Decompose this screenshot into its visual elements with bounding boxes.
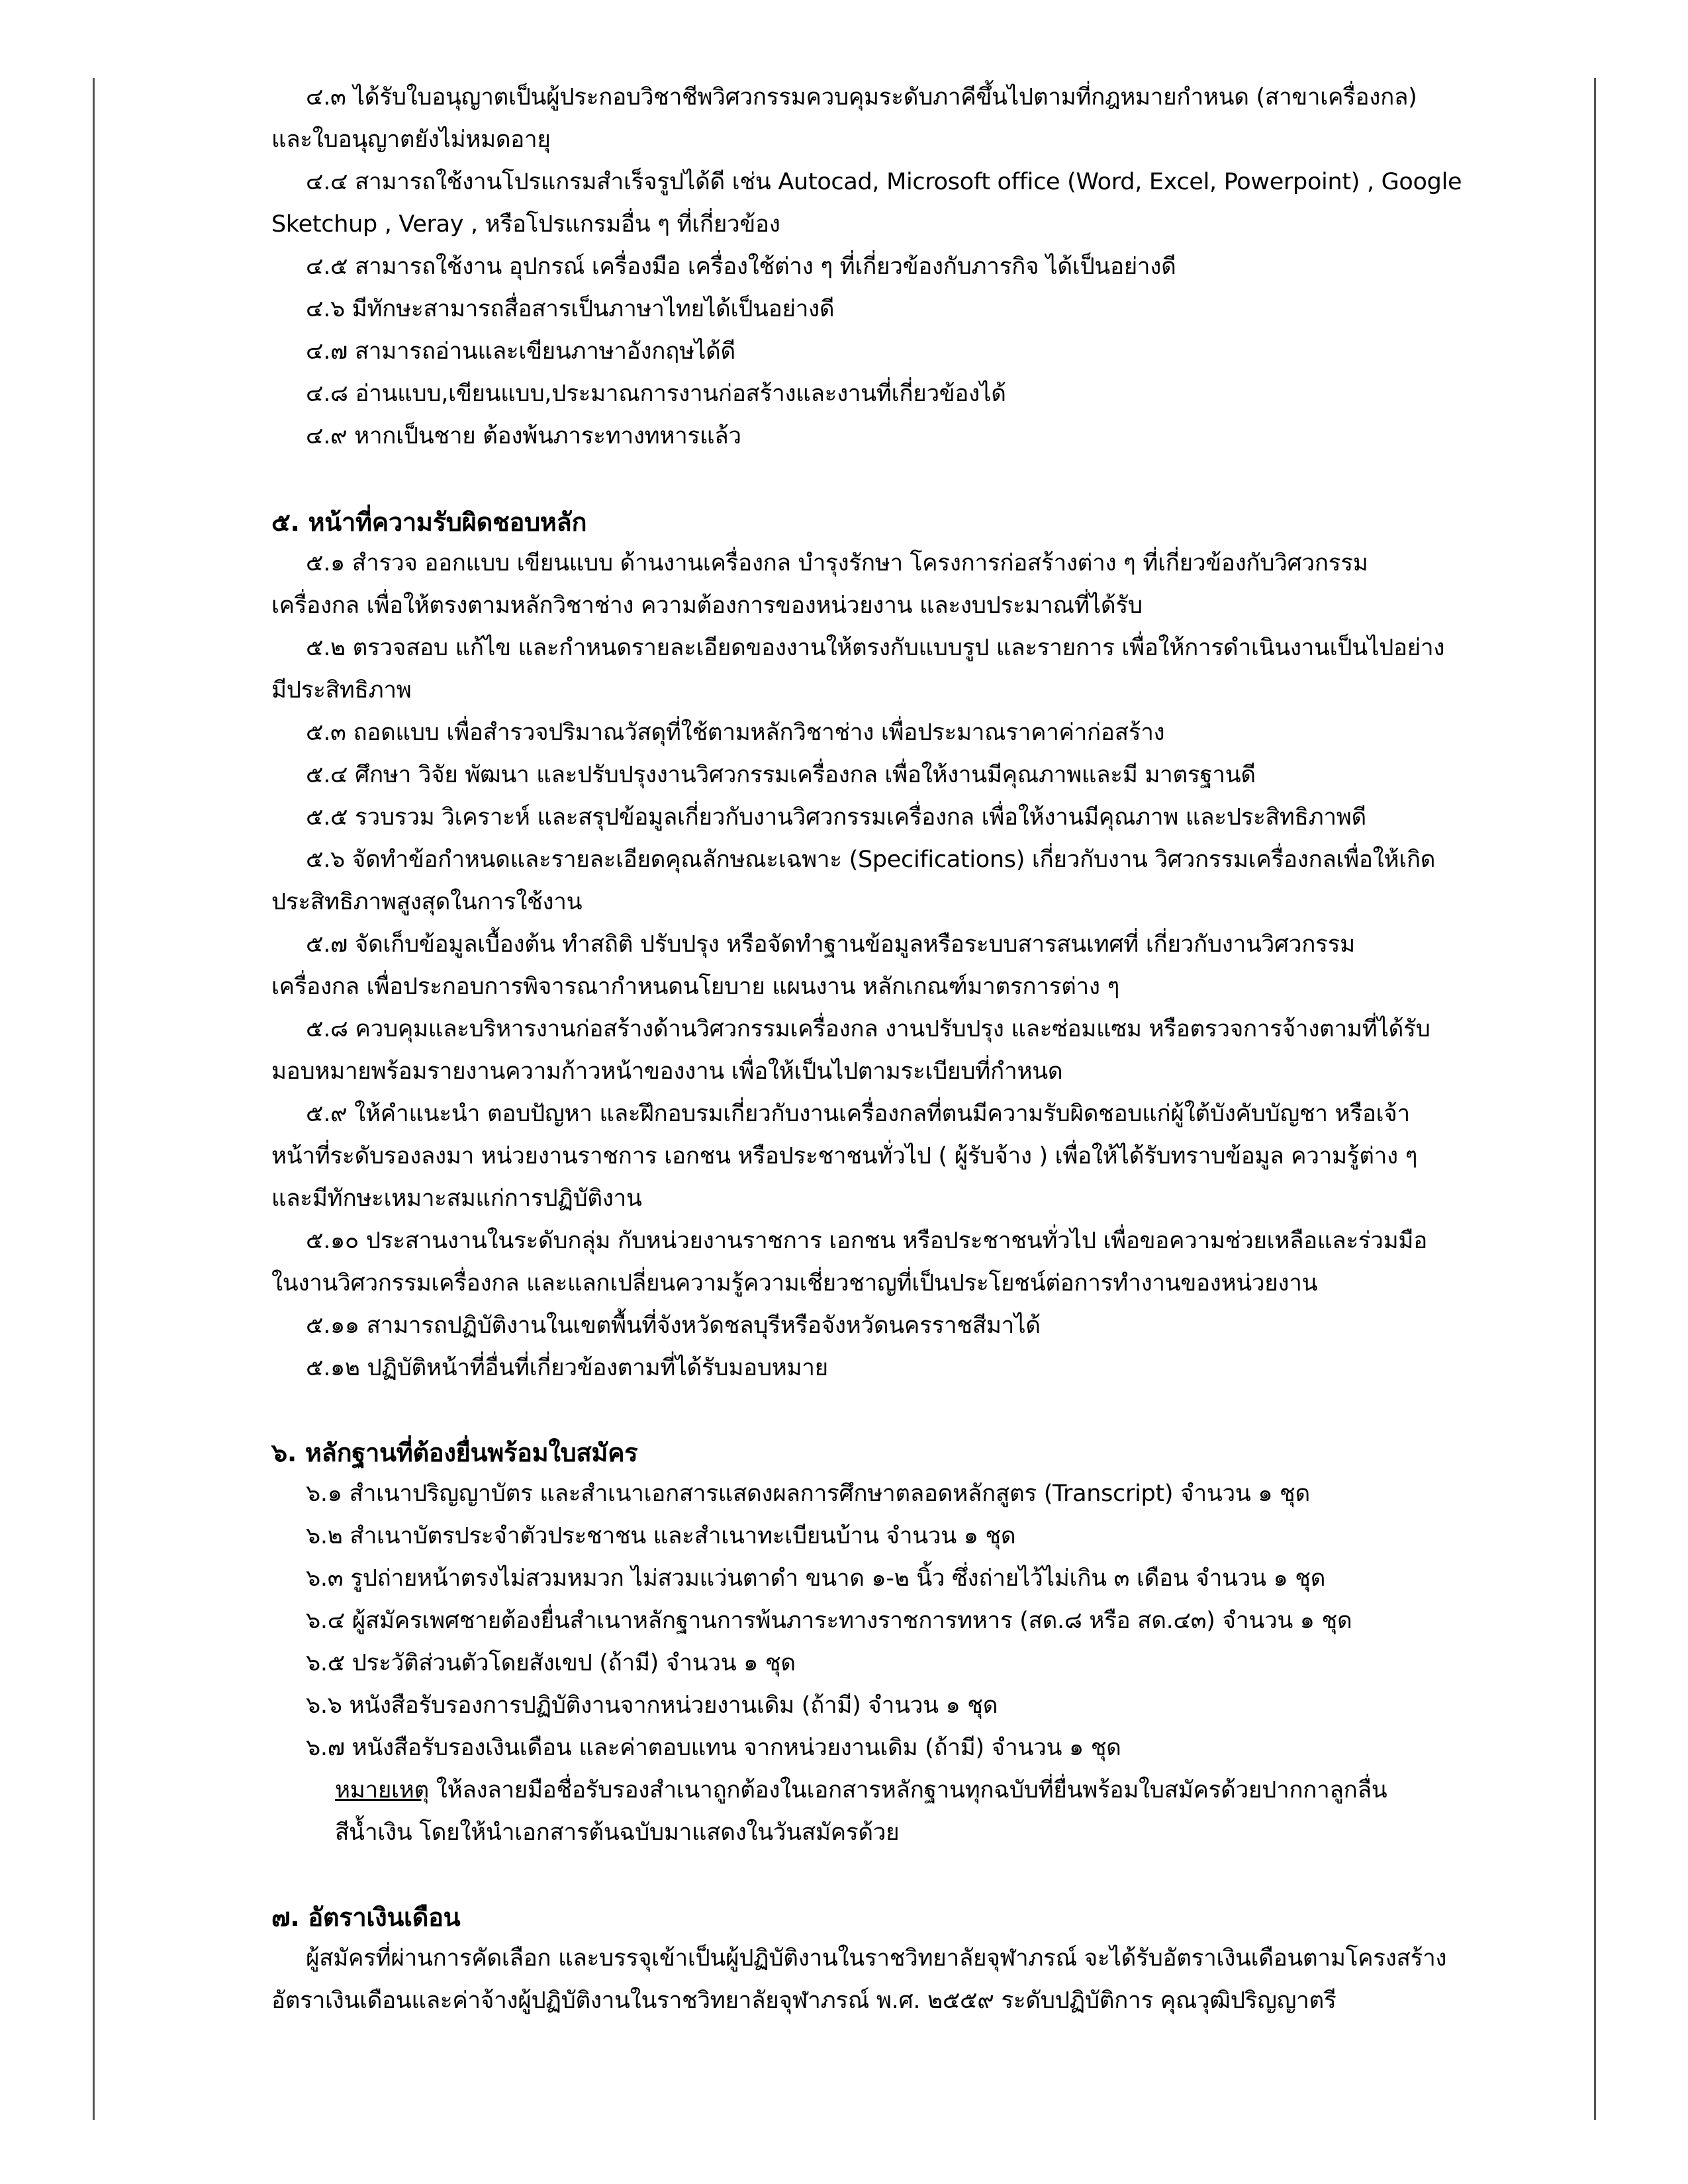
item-6-6: ๖.๖ หนังสือรับรองการปฏิบัติงานจากหน่วยงานเดิม (ถ้ามี) จำนวน ๑ ชุด xyxy=(306,1692,998,1719)
item-5-6-line1: ๕.๖ จัดทำข้อกำหนดและรายละเอียดคุณลักษณะเฉพาะ (Specifications) เกี่ยวกับงาน วิศวกรรมเครื่องกลเพื่อให้เกิด xyxy=(306,846,1436,873)
item-6-3: ๖.๓ รูปถ่ายหน้าตรงไม่สวมหมวก ไม่สวมแว่นตาดำ ขนาด ๑-๒ นิ้ว ซึ่งถ่ายไว้ไม่เกิน ๓ เดือน จำนวน ๑ ชุด xyxy=(306,1565,1326,1592)
item-5-9-line2: หน้าที่ระดับรองลงมา หน่วยงานราชการ เอกชน หรือประชาชนทั่วไป ( ผู้รับจ้าง ) เพื่อให้ได้รับทราบข้อมูล ความรู้ต่าง ๆ xyxy=(271,1143,1418,1169)
item-4-8: ๔.๘ อ่านแบบ,เขียนแบบ,ประมาณการงานก่อสร้างและงานที่เกี่ยวข้องได้ xyxy=(306,381,1006,407)
section-7-heading: ๗. อัตราเงินเดือน xyxy=(271,1903,461,1932)
right-margin-rule xyxy=(1594,78,1596,2120)
item-5-5: ๕.๕ รวบรวม วิเคราะห์ และสรุปข้อมูลเกี่ยวกับงานวิศวกรรมเครื่องกล เพื่อให้งานมีคุณภาพ และประสิทธิภาพดี xyxy=(306,804,1366,831)
note-line1 xyxy=(335,1779,1387,1802)
item-4-4-line2: Sketchup , Veray , หรือโปรแกรมอื่น ๆ ที่เกี่ยวข้อง xyxy=(271,211,780,238)
item-5-11: ๕.๑๑ สามารถปฏิบัติงานในเขตพื้นที่จังหวัดชลบุรีหรือจังหวัดนครราชสีมาได้ xyxy=(306,1312,1041,1339)
note-label: หมายเหตุ xyxy=(335,1777,429,1803)
item-6-7: ๖.๗ หนังสือรับรองเงินเดือน และค่าตอบแทน จากหน่วยงานเดิม (ถ้ามี) จำนวน ๑ ชุด xyxy=(306,1735,1121,1761)
item-5-2-line2: มีประสิทธิภาพ xyxy=(271,677,412,704)
section-6-heading: ๖. หลักฐานที่ต้องยื่นพร้อมใบสมัคร xyxy=(271,1438,638,1467)
note-line2: สีน้ำเงิน โดยให้นำเอกสารต้นฉบับมาแสดงในวันสมัครด้วย xyxy=(335,1819,900,1846)
item-6-1: ๖.๑ สำเนาปริญญาบัตร และสำเนาเอกสารแสดงผลการศึกษาตลอดหลักสูตร (Transcript) จำนวน ๑ ชุด xyxy=(306,1480,1310,1507)
item-4-5: ๔.๕ สามารถใช้งาน อุปกรณ์ เครื่องมือ เครื่องใช้ต่าง ๆ ที่เกี่ยวข้องกับภารกิจ ได้เป็นอย่างดี xyxy=(306,253,1176,280)
note-text: ให้ลงลายมือชื่อรับรองสำเนาถูกต้องในเอกสารหลักฐานทุกฉบับที่ยื่นพร้อมใบสมัครด้วยปากกาลูกลื่น xyxy=(428,1777,1387,1803)
item-6-2: ๖.๒ สำเนาบัตรประจำตัวประชาชน และสำเนาทะเบียนบ้าน จำนวน ๑ ชุด xyxy=(306,1523,1016,1549)
item-5-7-line2: เครื่องกล เพื่อประกอบการพิจารณากำหนดนโยบาย แผนงาน หลักเกณฑ์มาตรการต่าง ๆ xyxy=(271,974,1120,1000)
item-4-3-line1: ๔.๓ ได้รับใบอนุญาตเป็นผู้ประกอบวิชาชีพวิศวกรรมควบคุมระดับภาคีขึ้นไปตามที่กฎหมายกำหนด (สาขาเครื่องกล) xyxy=(306,84,1417,111)
salary-line1: ผู้สมัครที่ผ่านการคัดเลือก และบรรจุเข้าเป็นผู้ปฏิบัติงานในราชวิทยาลัยจุฬาภรณ์ จะได้รับอัตราเงินเดือนตามโครงสร้าง xyxy=(306,1945,1447,1972)
item-5-7-line1: ๕.๗ จัดเก็บข้อมูลเบื้องต้น ทำสถิติ ปรับปรุง หรือจัดทำฐานข้อมูลหรือระบบสารสนเทศที่ เกี่ยวกับงานวิศวกรรม xyxy=(306,931,1355,958)
item-4-9: ๔.๙ หากเป็นชาย ต้องพ้นภาระทางทหารแล้ว xyxy=(306,423,741,449)
item-5-2-line1: ๕.๒ ตรวจสอบ แก้ไข และกำหนดรายละเอียดของงานให้ตรงกับแบบรูป และรายการ เพื่อให้การดำเนินงานเป็นไปอย่าง xyxy=(306,635,1445,661)
item-5-3: ๕.๓ ถอดแบบ เพื่อสำรวจปริมาณวัสดุที่ใช้ตามหลักวิชาช่าง เพื่อประมาณราคาค่าก่อสร้าง xyxy=(306,719,1165,746)
item-5-8-line2: มอบหมายพร้อมรายงานความก้าวหน้าของงาน เพื่อให้เป็นไปตามระเบียบที่กำหนด xyxy=(271,1058,1063,1085)
section-5-heading: ๕. หน้าที่ความรับผิดชอบหลัก xyxy=(271,508,587,537)
item-5-12: ๕.๑๒ ปฏิบัติหน้าที่อื่นที่เกี่ยวข้องตามที่ได้รับมอบหมาย xyxy=(306,1355,828,1381)
item-4-4-line1: ๔.๔ สามารถใช้งานโปรแกรมสำเร็จรูปได้ดี เช่น Autocad, Microsoft office (Word, Excel, Powerpoint) , Google xyxy=(306,169,1462,195)
item-5-4: ๕.๔ ศึกษา วิจัย พัฒนา และปรับปรุงงานวิศวกรรมเครื่องกล เพื่อให้งานมีคุณภาพและมี มาตรฐานดี xyxy=(306,762,1256,788)
item-4-6: ๔.๖ มีทักษะสามารถสื่อสารเป็นภาษาไทยได้เป็นอย่างดี xyxy=(306,296,835,322)
item-5-1-line2: เครื่องกล เพื่อให้ตรงตามหลักวิชาช่าง ความต้องการของหน่วยงาน และงบประมาณที่ได้รับ xyxy=(271,592,1143,619)
item-6-4: ๖.๔ ผู้สมัครเพศชายต้องยื่นสำเนาหลักฐานการพ้นภาระทางราชการทหาร (สด.๘ หรือ สด.๔๓) จำนวน ๑ ชุด xyxy=(306,1608,1352,1634)
item-5-8-line1: ๕.๘ ควบคุมและบริหารงานก่อสร้างด้านวิศวกรรมเครื่องกล งานปรับปรุง และซ่อมแซม หรือตรวจการจ้างตามที่ได้รับ xyxy=(306,1016,1430,1042)
item-4-3-line2: และใบอนุญาตยังไม่หมดอายุ xyxy=(271,126,551,153)
salary-line2: อัตราเงินเดือนและค่าจ้างผู้ปฏิบัติงานในราชวิทยาลัยจุฬาภรณ์ พ.ศ. ๒๕๕๙ ระดับปฏิบัติการ คุณวุฒิปริญญาตรี xyxy=(271,1987,1336,2014)
item-5-10-line2: ในงานวิศวกรรมเครื่องกล และแลกเปลี่ยนความรู้ความเชี่ยวชาญที่เป็นประโยชน์ต่อการทำงานของหน่วยงาน xyxy=(271,1270,1318,1297)
item-6-5: ๖.๕ ประวัติส่วนตัวโดยสังเขป (ถ้ามี) จำนวน ๑ ชุด xyxy=(306,1650,796,1676)
item-5-10-line1: ๕.๑๐ ประสานงานในระดับกลุ่ม กับหน่วยงานราชการ เอกชน หรือประชาชนทั่วไป เพื่อขอความช่วยเหลือและร่วมมือ xyxy=(306,1228,1427,1254)
item-5-9-line3: และมีทักษะเหมาะสมแก่การปฏิบัติงาน xyxy=(271,1185,642,1212)
item-5-1-line1: ๕.๑ สำรวจ ออกแบบ เขียนแบบ ด้านงานเครื่องกล บำรุงรักษา โครงการก่อสร้างต่าง ๆ ที่เกี่ยวข้องกับวิศวกรรม xyxy=(306,550,1368,576)
item-5-9-line1: ๕.๙ ให้คำแนะนำ ตอบปัญหา และฝึกอบรมเกี่ยวกับงานเครื่องกลที่ตนมีความรับผิดชอบแก่ผู้ใต้บังคับบัญชา หรือเจ้า xyxy=(306,1101,1410,1127)
left-margin-rule xyxy=(93,78,95,2120)
item-4-7: ๔.๗ สามารถอ่านและเขียนภาษาอังกฤษได้ดี xyxy=(306,338,735,365)
item-5-6-line2: ประสิทธิภาพสูงสุดในการใช้งาน xyxy=(271,889,583,915)
